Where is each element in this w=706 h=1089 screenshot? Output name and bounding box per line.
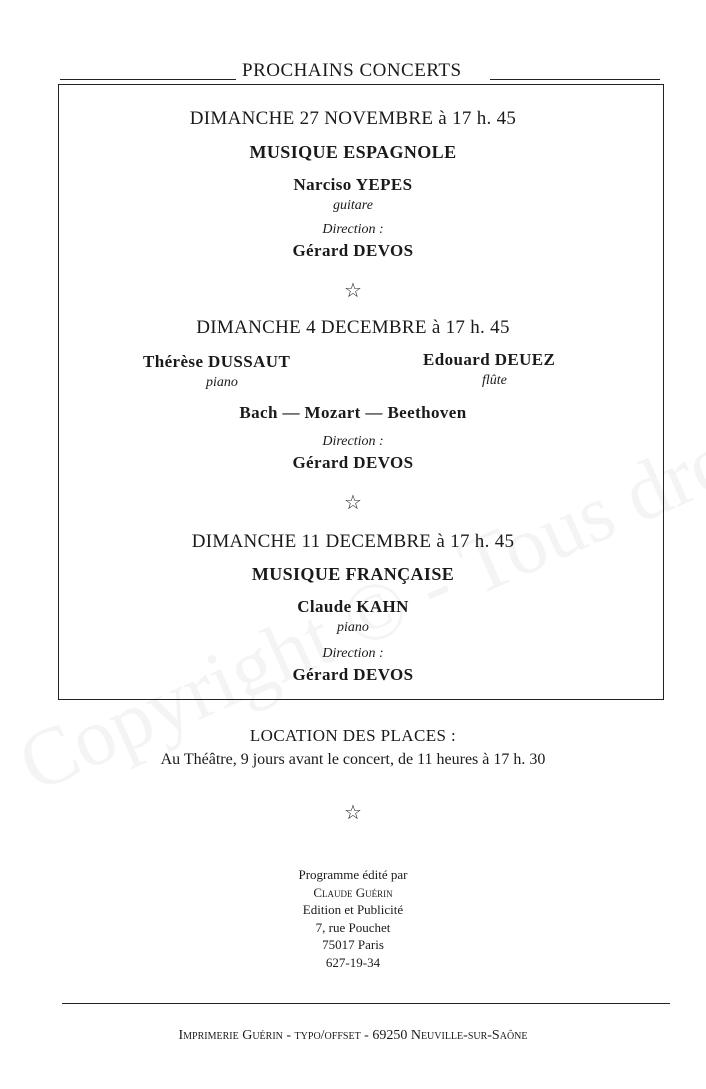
concert-2-instrument-right: flûte (482, 373, 507, 388)
printer-credit: Imprimerie Guérin - typo/offset - 69250 Neuville-sur-Saône (178, 1028, 528, 1043)
concert-3-conductor: Gérard DEVOS (292, 665, 414, 684)
publisher-address: 7, rue Pouchet (315, 919, 391, 935)
concert-3-title: MUSIQUE FRANÇAISE (251, 564, 455, 584)
concert-3-performer: Claude KAHN (297, 597, 409, 616)
location-text: Au Théâtre, 9 jours avant le concert, de 11 heures à 17 h. 30 (160, 751, 546, 768)
concert-3-date: DIMANCHE 11 DECEMBRE à 17 h. 45 (191, 531, 515, 552)
publisher-line: Programme édité par (298, 867, 408, 882)
publisher-phone: 627-19-34 (325, 954, 381, 970)
concert-2-direction-label: Direction : (322, 434, 384, 449)
concert-2-program: Bach — Mozart — Beethoven (239, 403, 467, 422)
star-separator-icon: ☆ (344, 802, 362, 824)
concert-1-direction-label: Direction : (322, 222, 384, 237)
concert-2-date: DIMANCHE 4 DECEMBRE à 17 h. 45 (196, 317, 510, 338)
concert-1-title: MUSIQUE ESPAGNOLE (249, 142, 457, 162)
concert-2-conductor: Gérard DEVOS (292, 453, 414, 472)
publisher-name: Claude Guérin (313, 884, 393, 900)
concert-3-direction-label: Direction : (322, 646, 384, 661)
concert-1-instrument: guitare (333, 198, 373, 213)
star-separator-icon: ☆ (344, 492, 362, 514)
concert-1-date: DIMANCHE 27 NOVEMBRE à 17 h. 45 (189, 108, 517, 129)
heading-rule-left (60, 79, 236, 80)
concert-1-conductor: Gérard DEVOS (292, 241, 414, 260)
concert-1-performer: Narciso YEPES (293, 175, 413, 194)
heading-row (58, 60, 666, 82)
concert-3-instrument: piano (337, 620, 369, 635)
concert-2-performer-left: Thérèse DUSSAUT (143, 352, 291, 371)
heading-rule-right (490, 79, 660, 80)
concert-2-performer-right: Edouard DEUEZ (423, 350, 556, 369)
location-title: LOCATION DES PLACES : (249, 726, 457, 745)
publisher-line: Edition et Publicité (302, 902, 404, 917)
heading: PROCHAINS CONCERTS (242, 60, 462, 81)
publisher-block (0, 866, 706, 971)
concert-2-instrument-left: piano (206, 375, 238, 390)
footer-rule (62, 1003, 670, 1004)
star-separator-icon: ☆ (344, 280, 362, 302)
publisher-city: 75017 Paris (322, 937, 384, 952)
